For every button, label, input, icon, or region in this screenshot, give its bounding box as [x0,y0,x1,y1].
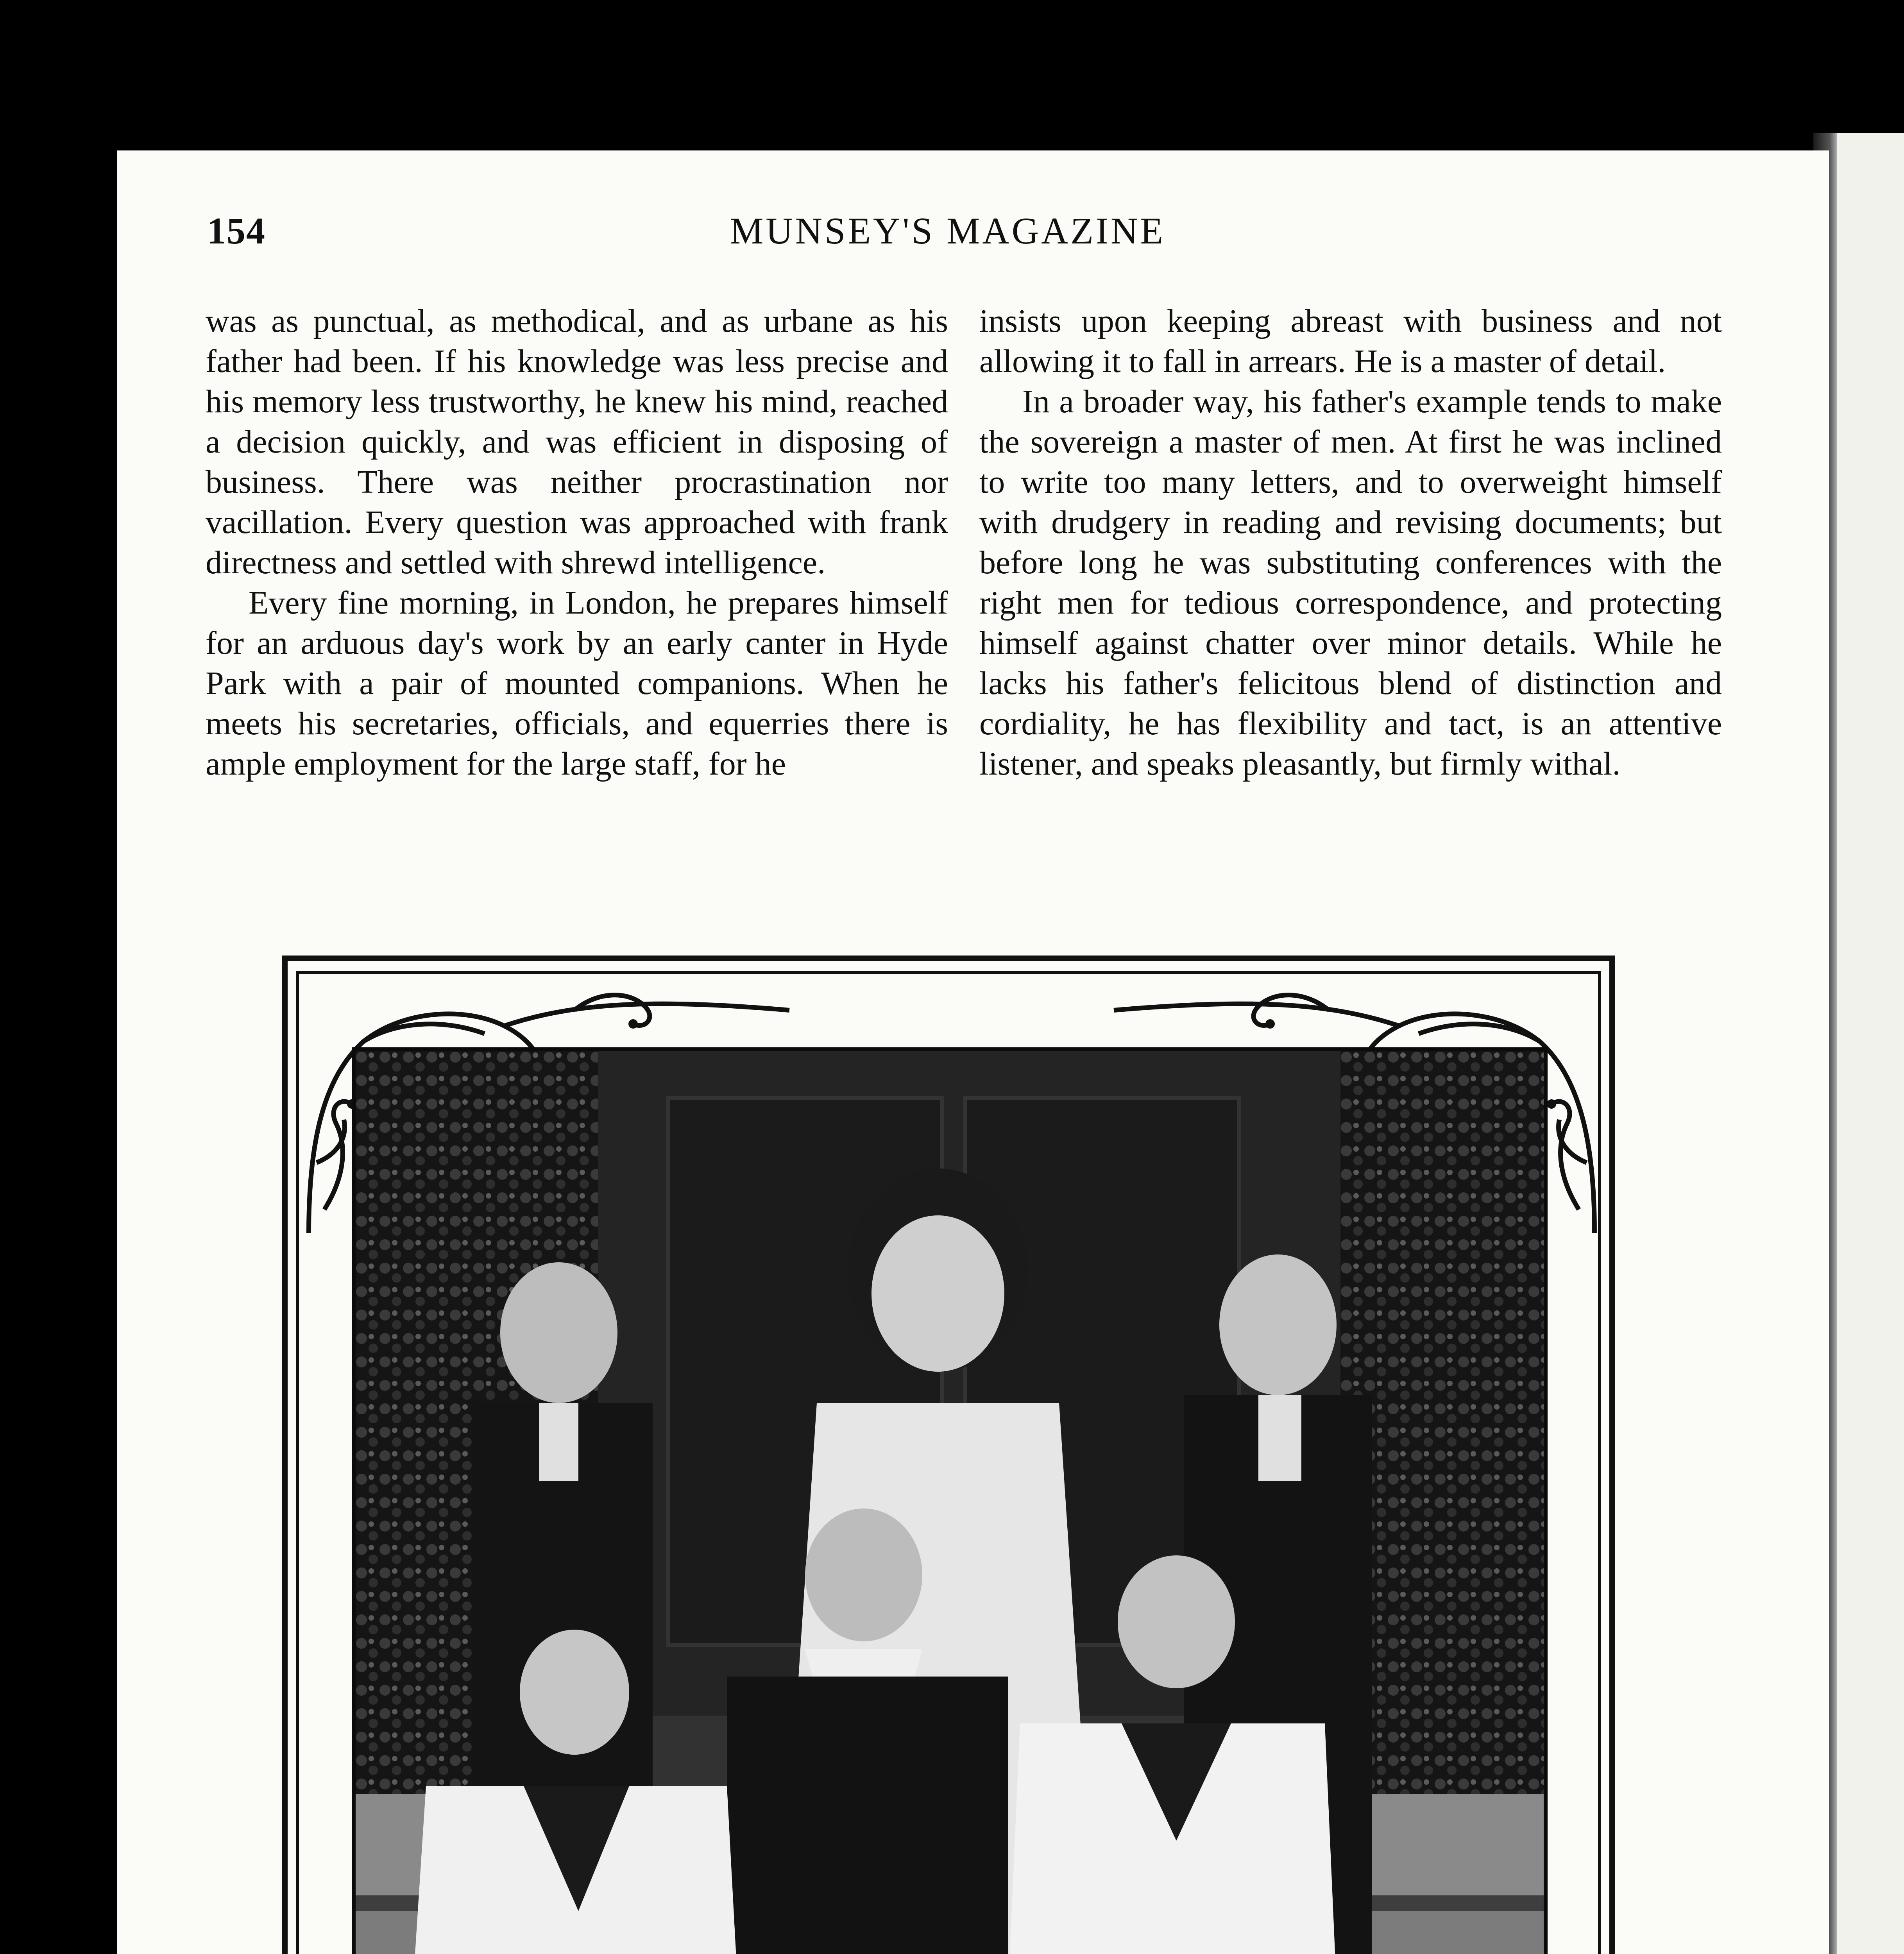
right-paragraph-2: In a broader way, his father's example tends to make the sovereign a master of men. At first he was inclined to write too many letters, and to overweight himself with drudgery in reading and revising documents; but before long he was substituting conferences with the right men for tedious correspondence, and protecting himself against chatter over minor details. While he lacks his father's felicitous blend of distinction and cordiality, he has flexibility and tact, is an attentive listener, and speaks pleasantly, but firmly withal. [979,383,1722,782]
left-paragraph-1: was as punctual, as methodical, and as urbane as his father had been. If his knowledge was less precise and his memory less trustworthy, he knew his mind, reached a decision quickly, and was efficient in disposing of business. There was neither procrastination nor vacillation. Every question was approached with frank directness and settled with shrewd intelligence. [206,303,948,581]
page-number: 154 [207,210,266,252]
facing-page-edge [1837,133,1904,1954]
photograph-six-children [352,1047,1548,1954]
right-column [979,301,1722,784]
left-paragraph-2: Every fine morning, in London, he prepares himself for an arduous day's work by an early canter in Hyde Park with a pair of mounted companions. When he meets his secretaries, officials, and equerries there is ample employment for the large staff, for he [206,585,948,782]
page-header [207,209,1688,272]
left-column [206,301,948,784]
magazine-page [117,150,1829,1954]
photo-scene [356,1051,1544,1954]
running-head: MUNSEY'S MAGAZINE [730,210,1165,252]
right-paragraph-1: insists upon keeping abreast with business and not allowing it to fall in arrears. He is a master of detail. [979,303,1722,379]
